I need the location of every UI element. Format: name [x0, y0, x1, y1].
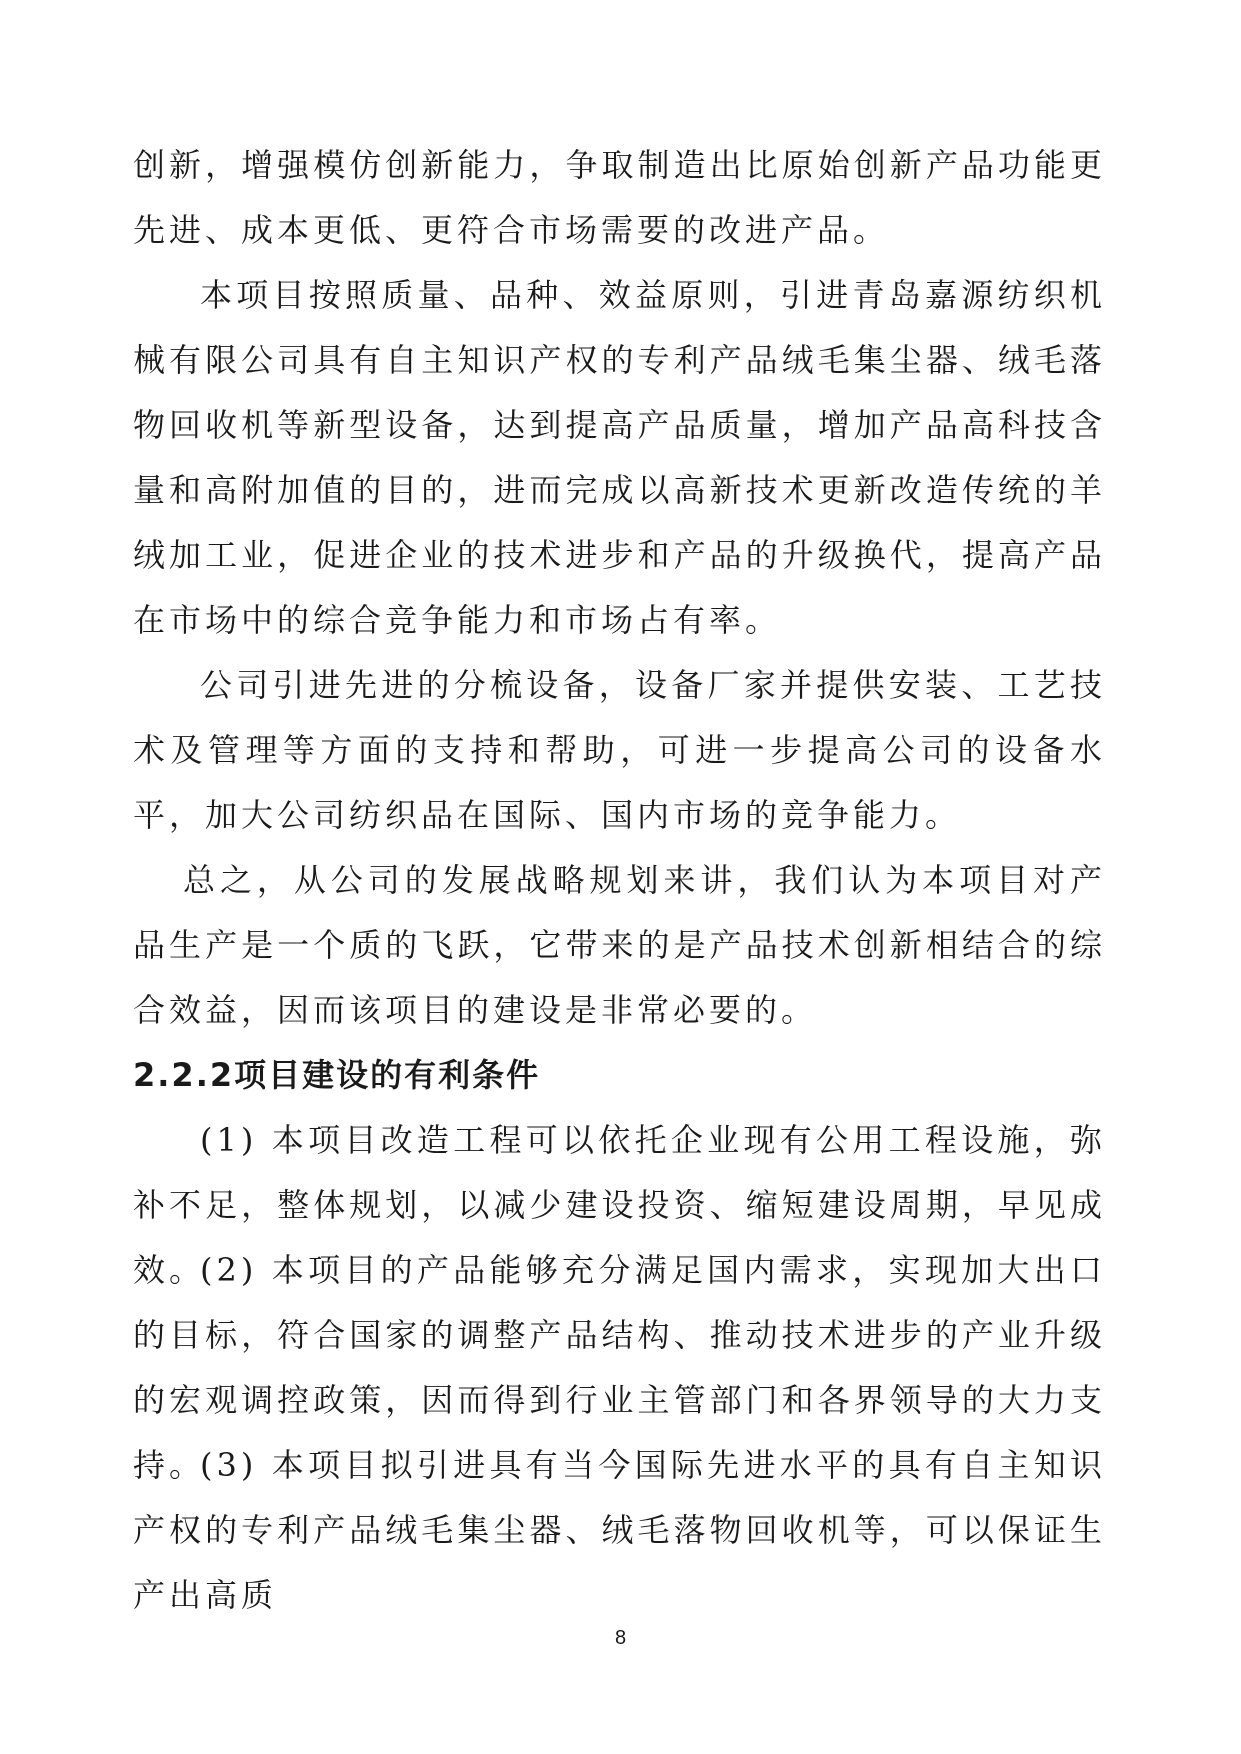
paragraph-summary: 总之，从公司的发展战略规划来讲，我们认为本项目对产品生产是一个质的飞跃，它带来的是产品技术创新相结合的综合效益，因而该项目的建设是非常必要的。: [133, 861, 1106, 1029]
paragraph-innovation: 创新，增强模仿创新能力，争取制造出比原始创新产品功能更先进、成本更低、更符合市场需要的改进产品。: [133, 146, 1106, 249]
page-number: 8: [614, 1627, 627, 1649]
paragraph-project-equipment: 本项目按照质量、品种、效益原则，引进青岛嘉源纺织机械有限公司具有自主知识产权的专利产品绒毛集尘器、绒毛落物回收机等新型设备，达到提高产品质量，增加产品高科技含量和高附加值的目的，进而完成以高新技术更新改造传统的羊绒加工业，促进企业的技术进步和产品的升级换代，提高产品在市场中的综合竞争能力和市场占有率。: [133, 276, 1106, 639]
section-heading: 2.2.2项目建设的有利条件: [133, 1056, 541, 1094]
paragraph-carding-equipment: 公司引进先进的分梳设备，设备厂家并提供安装、工艺技术及管理等方面的支持和帮助，可进一步提高公司的设备水平，加大公司纺织品在国际、国内市场的竞争能力。: [133, 666, 1106, 834]
condition-item-2: (2) 本项目的产品能够充分满足国内需求，实现加大出口的目标，符合国家的调整产品结构、推动技术进步的产业升级的宏观调控政策，因而得到行业主管部门和各界领导的大力支持。: [133, 1251, 1106, 1484]
condition-item-3: (3) 本项目拟引进具有当今国际先进水平的具有自主知识产权的专利产品绒毛集尘器、绒毛落物回收机等，可以保证生产出高质: [133, 1446, 1106, 1614]
condition-item-1: (1) 本项目改造工程可以依托企业现有公用工程设施，弥补不足，整体规划，以减少建设投资、缩短建设周期，早见成效。: [133, 1121, 1106, 1289]
